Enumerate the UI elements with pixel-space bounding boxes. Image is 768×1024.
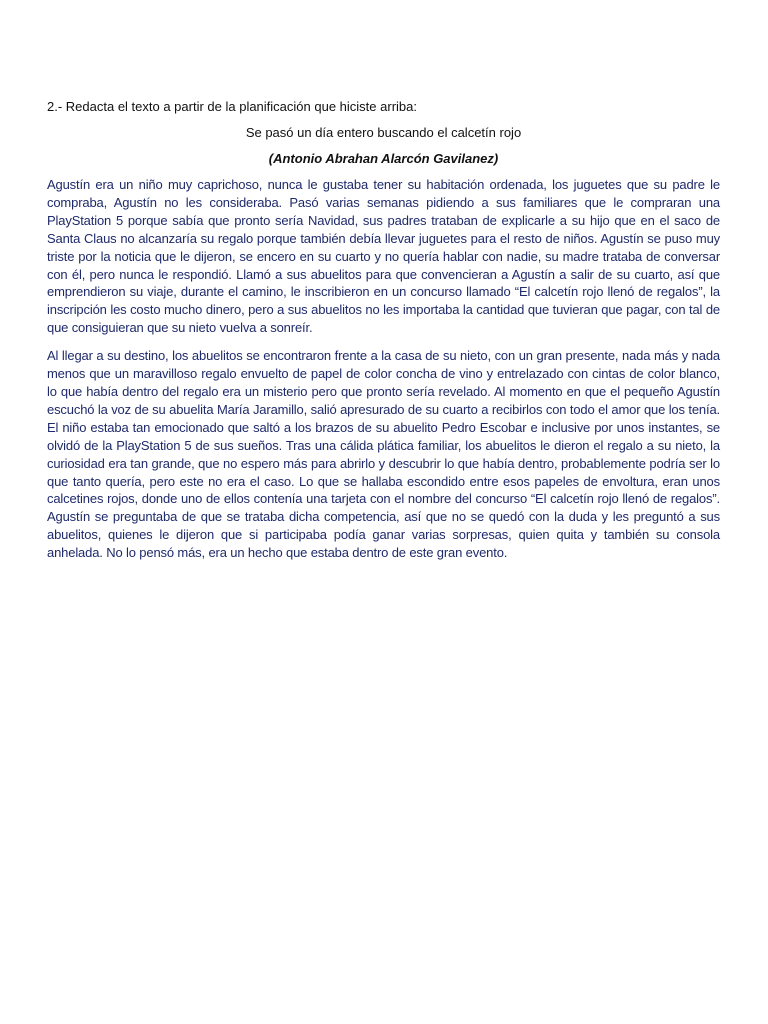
story-paragraph-1: Agustín era un niño muy caprichoso, nunca le gustaba tener su habitación ordenada, los juguetes que su padre le compraba, Agustín no les consideraba. Pasó varias semanas pidiendo a sus familiares que le compraran una PlayStation 5 porque sabía que pronto sería Navidad, sus padres trataban de explicarle a su hijo que en el saco de Santa Claus no alcanzaría su regalo porque también debía llevar juguetes para el resto de niños. Agustín se puso muy triste por la noticia que le dijeron, se encero en su cuarto y no quería hablar con nadie, su madre trataba de conversar con él, pero nunca le respondió. Llamó a sus abuelitos para que convencieran a Agustín a salir de su cuarto, así que emprendieron su viaje, durante el camino, le inscribieron en un concurso llamado “El calcetín rojo llenó de regalos”, la inscripción les costo mucho dinero, pero a sus abuelitos no les importaba la cantidad que tuvieran que pagar, con tal de que consiguieran que su nieto vuelva a sonreír. — [47, 177, 720, 336]
story-author: (Antonio Abrahan Alarcón Gavilanez) — [268, 151, 499, 166]
instruction-heading: 2.- Redacta el texto a partir de la planificación que hiciste arriba: — [47, 99, 417, 114]
document-content — [47, 98, 720, 562]
story-paragraph-2: Al llegar a su destino, los abuelitos se encontraron frente a la casa de su nieto, con un gran presente, nada más y nada menos que un maravilloso regalo envuelto de papel de color concha de vino y entrelazado con cintas de color blanco, lo que había dentro del regalo era un misterio pero que pronto sería revelado. Al momento en que el pequeño Agustín escuchó la voz de su abuelita María Jaramillo, salió apresurado de su cuarto a recibirlos con todo el amor que los tenía. El niño estaba tan emocionado que saltó a los brazos de su abuelito Pedro Escobar e inclusive por unos instantes, se olvidó de la PlayStation 5 de sus sueños. Tras una cálida plática familiar, los abuelitos le dieron el regalo a su nieto, la curiosidad era tan grande, que no espero más para abrirlo y descubrir lo que había dentro, probablemente podría ser lo que tanto quería, pero este no era el caso. Lo que se hallaba escondido entre esos papeles de envoltura, eran unos calcetines rojos, donde uno de ellos contenía una tarjeta con el nombre del concurso “El calcetín rojo llenó de regalos”. Agustín se preguntaba de que se trataba dicha competencia, así que no se quedó con la duda y les preguntó a sus abuelitos, quienes le dijeron que si participaba podía ganar varias sorpresas, quien quita y también su consola anhelada. No lo pensó más, era un hecho que estaba dentro de este gran evento. — [47, 348, 720, 561]
story-title: Se pasó un día entero buscando el calcetín rojo — [245, 125, 522, 140]
